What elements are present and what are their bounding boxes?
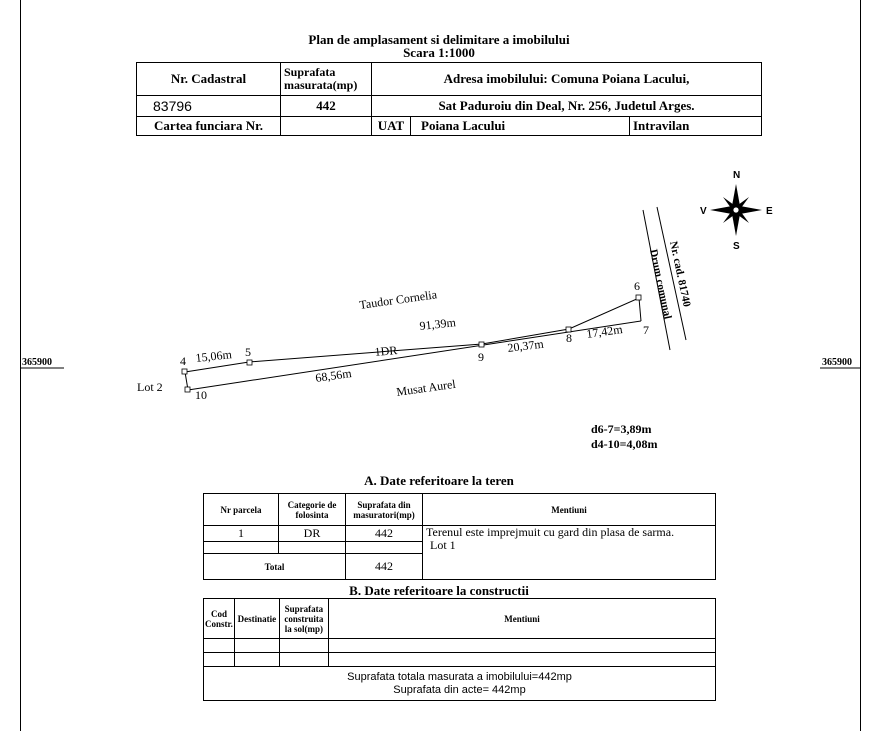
carte-funciara-value — [281, 117, 372, 136]
site-plan-drawing — [0, 150, 878, 460]
col-mentiuni-constr: Mentiuni — [328, 599, 715, 639]
suprafata-value: 442 — [281, 96, 372, 117]
section-a-title: A. Date referitoare la teren — [364, 473, 514, 488]
summary-acte: Suprafata din acte= 442mp — [393, 683, 526, 696]
mentiuni-line2: Lot 1 — [430, 538, 456, 552]
col-cod-constr: Cod Constr. — [204, 599, 235, 639]
uat-value: Poiana Lacului — [411, 117, 630, 136]
total-label: Total — [204, 554, 346, 580]
row-nr-parcela: 1 — [204, 526, 279, 542]
row-suprafata: 442 — [346, 526, 423, 542]
nr-cadastral-label: Nr. Cadastral — [137, 63, 281, 96]
d4-10-note: d4-10=4,08m — [591, 437, 658, 451]
point-4-label: 4 — [180, 354, 186, 368]
nr-cadastral-value: 83796 — [137, 96, 281, 117]
neighbor-north: Taudor Cornelia — [358, 287, 438, 312]
dim-north: 91,39m — [418, 315, 457, 333]
row-mentiuni — [423, 526, 716, 580]
d6-7-note: d6-7=3,89m — [591, 422, 652, 436]
suprafata-label: Suprafata masurata(mp) — [281, 63, 372, 96]
summary-cell — [204, 667, 716, 701]
point-8-label: 8 — [566, 331, 572, 345]
land-data-table — [203, 493, 716, 580]
compass-n: N — [733, 170, 741, 181]
point-10-label: 10 — [195, 388, 207, 402]
dim-8-7: 17,42m — [585, 322, 624, 341]
coord-right: 365900 — [822, 357, 852, 368]
road-cad-label: Nr. cad. 81740 — [667, 240, 693, 308]
intravilan-label: Intravilan — [630, 117, 762, 136]
dim-9-8: 20,37m — [506, 336, 545, 355]
dim-south: 68,56m — [314, 366, 353, 385]
parcel-east-boundary — [639, 298, 641, 321]
compass-s: S — [733, 241, 740, 252]
point-6-label: 6 — [634, 279, 640, 293]
compass-e: E — [766, 206, 773, 217]
total-value: 442 — [346, 554, 423, 580]
col-mentiuni: Mentiuni — [423, 494, 716, 526]
section-b-title: B. Date referitoare la constructii — [349, 583, 529, 598]
point-9-label: 9 — [478, 350, 484, 364]
neighbor-west: Lot 2 — [137, 380, 163, 394]
mentiuni-line1: Terenul este imprejmuit cu gard din plasa de sarma. — [426, 525, 675, 539]
col-nr-parcela: Nr parcela — [204, 494, 279, 526]
point-marker — [185, 387, 190, 392]
construction-data-table — [203, 598, 716, 701]
category-label: 1DR — [374, 343, 398, 359]
adresa-line1: Adresa imobilului: Comuna Poiana Lacului, — [372, 63, 762, 96]
col-suprafata: Suprafata din masuratori(mp) — [346, 494, 423, 526]
point-marker — [247, 360, 252, 365]
point-marker — [182, 369, 187, 374]
point-marker — [636, 295, 641, 300]
col-categorie: Categorie de folosinta — [279, 494, 346, 526]
point-7-label: 7 — [643, 323, 649, 337]
document-title: Plan de amplasament si delimitare a imobilului — [308, 32, 570, 47]
cadastral-info-table — [136, 62, 762, 136]
dim-4-5: 15,06m — [194, 347, 233, 365]
point-5-label: 5 — [245, 345, 251, 359]
road-label: Drum comunal — [647, 248, 674, 321]
row-categorie: DR — [279, 526, 346, 542]
neighbor-south: Musat Aurel — [395, 376, 457, 399]
adresa-line2: Sat Paduroiu din Deal, Nr. 256, Judetul Arges. — [372, 96, 762, 117]
col-suprafata-constr: Suprafata construita la sol(mp) — [279, 599, 328, 639]
point-marker — [479, 342, 484, 347]
carte-funciara-label: Cartea funciara Nr. — [137, 117, 281, 136]
coord-left: 365900 — [22, 357, 52, 368]
scale-label: Scara 1:1000 — [403, 45, 475, 60]
col-destinatie: Destinatie — [234, 599, 279, 639]
summary-total: Suprafata totala masurata a imobilului=442mp — [347, 670, 572, 683]
compass-w: V — [700, 206, 707, 217]
uat-label: UAT — [372, 117, 411, 136]
parcel-south-boundary — [188, 321, 641, 390]
